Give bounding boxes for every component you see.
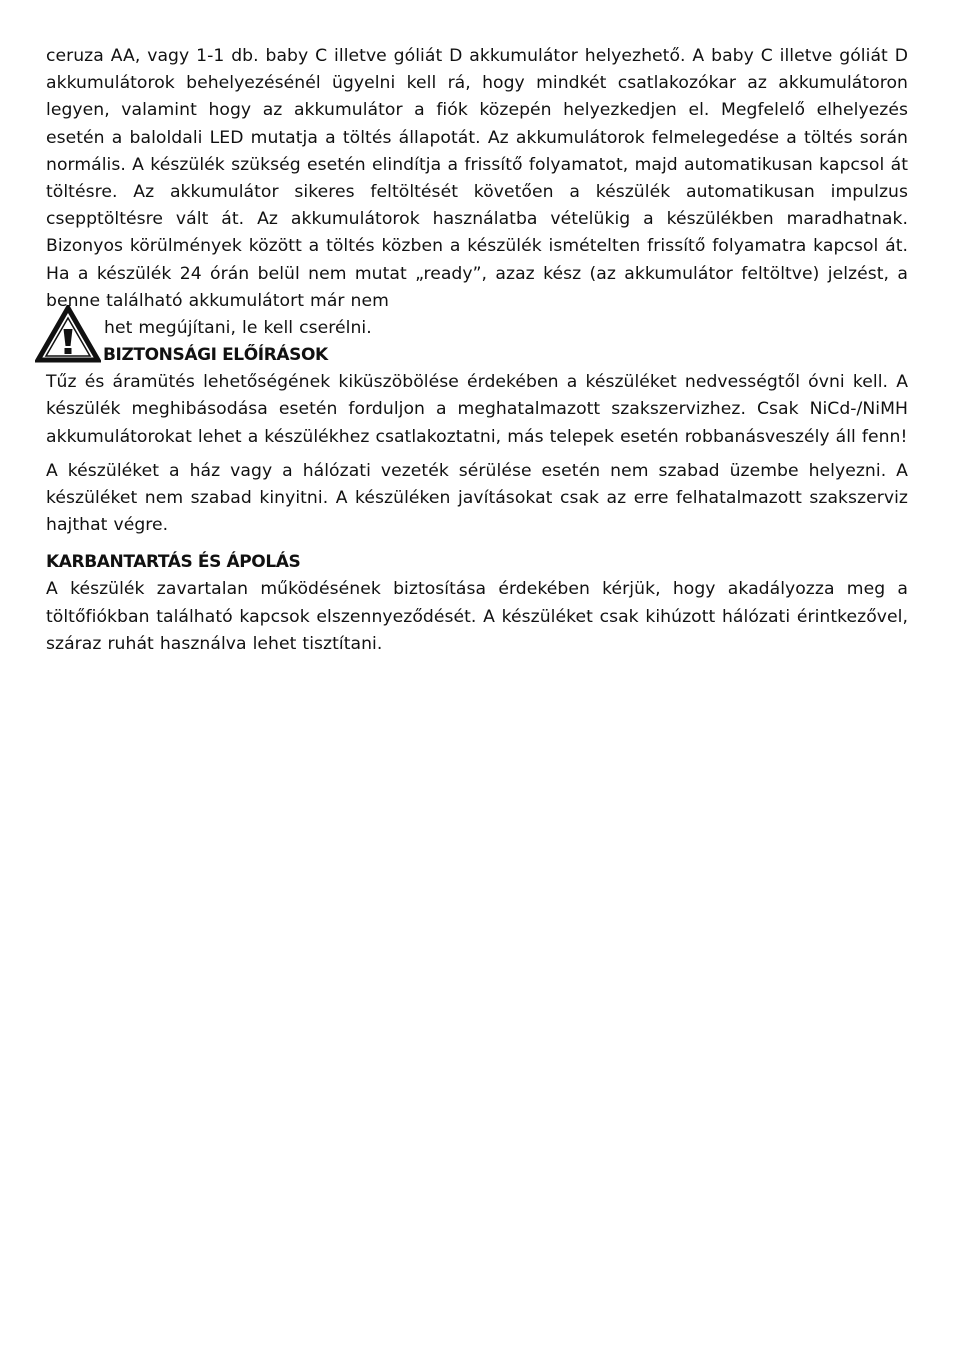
document-page <box>46 43 908 658</box>
warning-triangle-icon <box>35 305 101 363</box>
safety-paragraph-2: A készüléket a ház vagy a hálózati vezeték sérülése esetén nem szabad üzembe helyezni. A készüléket nem szabad kinyitni. A készüléken javításokat csak az erre felhatalmazott szakszerviz hajthat végre. <box>46 460 908 536</box>
intro-paragraph: ceruza AA, vagy 1-1 db. baby C illetve góliát D akkumulátor helyezhető. A baby C illetve góliát D akkumulátorok behelyezésénél ügyelni kell rá, hogy mindkét csatlakozókar az akkumulátoron legyen, valamint hogy az akkumulátor a fiók közepén helyezkedjen el. Megfelelő elhelyezés esetén a baloldali LED mutatja a töltés állapotát. Az akkumulátorok felmelegedése a töltés során normális. A készülék szükség esetén elindítja a frissítő folyamatot, majd automatikusan kapcsol át töltésre. Az akkumulátor sikeres feltöltését követően a készülék automatikusan impulzus csepptöltésre vált át. Az akkumulátorok használatba vételükig a készülékben maradhatnak. Bizonyos körülmények között a töltés közben a készülék ismételten frissítő folyamatra kapcsol át. Ha a készülék 24 órán belül nem mutat „ready”, azaz kész (az akkumulátor feltöltve) jelzést, a benne található akkumulátort már nem <box>46 46 908 311</box>
maintenance-paragraph: A készülék zavartalan működésének biztosítása érdekében kérjük, hogy akadályozza meg a töltőfiókban található kapcsok elszennyeződését. A készüléket csak kihúzott hálózati érintkezővel, száraz ruhát használva lehet tisztítani. <box>46 579 908 654</box>
safety-heading: BIZTONSÁGI ELŐÍRÁSOK <box>103 345 328 366</box>
safety-block <box>46 315 908 369</box>
intro-last-line: het megújítani, le kell cserélni. <box>104 318 372 339</box>
maintenance-heading: KARBANTARTÁS ÉS ÁPOLÁS <box>46 552 301 573</box>
safety-paragraph-1: Tűz és áramütés lehetőségének kiküszöbölése érdekében a készüléket nedvességtől óvni kell. A készülék meghibásodása esetén forduljon a meghatalmazott szakszervizhez. Csak NiCd-/NiMH akkumulátorokat lehet a készülékhez csatlakoztatni, más telepek esetén robbanásveszély áll fenn! <box>46 372 908 447</box>
